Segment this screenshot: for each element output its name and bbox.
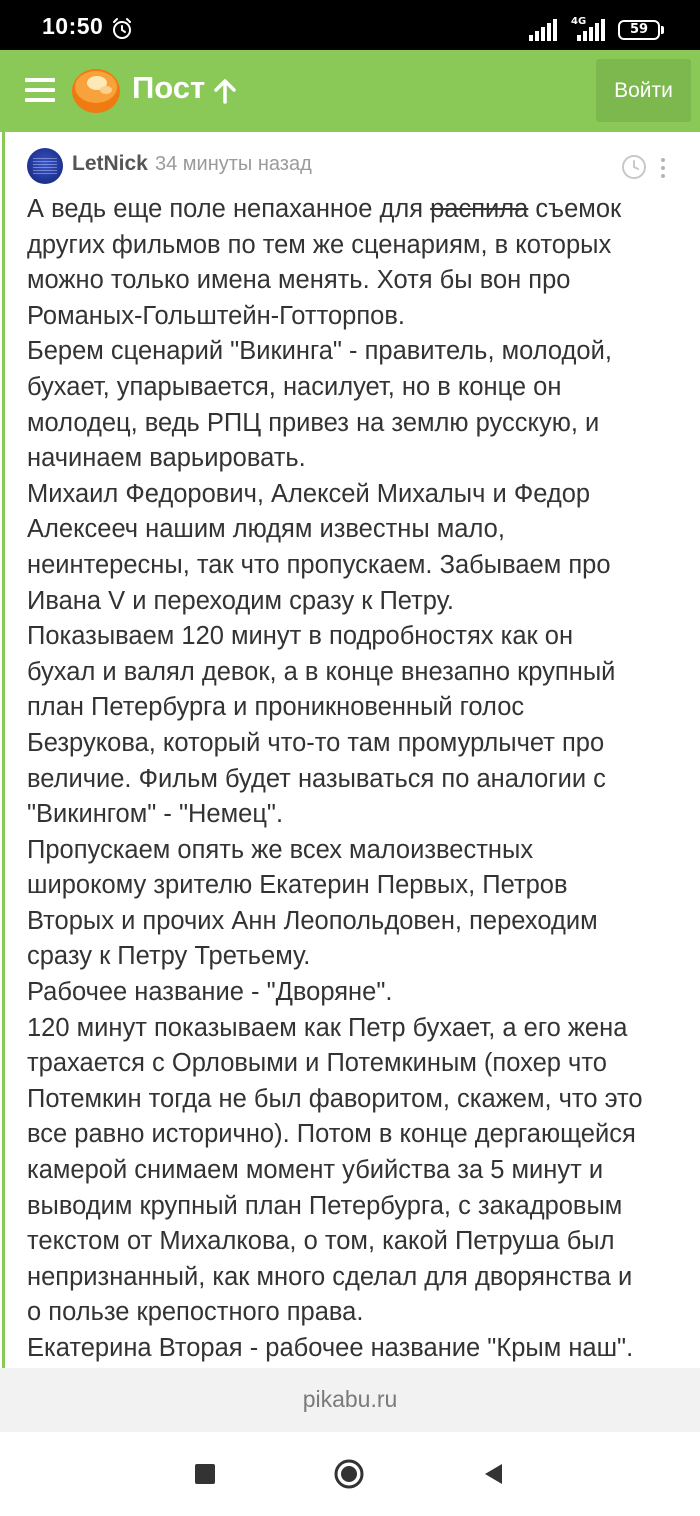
comment-line-text: сразу к Петру Третьему. <box>27 942 311 971</box>
signal-icon <box>528 19 558 41</box>
comment-line <box>27 1331 687 1367</box>
hamburger-menu-icon[interactable] <box>25 78 57 104</box>
recent-apps-icon[interactable] <box>195 1464 215 1484</box>
comment-line-text: съемок <box>528 195 622 223</box>
comment-line-text: Михаил Федорович, Алексей Михалыч и Федор <box>27 479 591 508</box>
comment-line <box>27 939 687 975</box>
comment-line <box>27 263 687 299</box>
comment-line <box>27 904 687 940</box>
comment-line-text: бухал и валял девок, а в конце внезапно крупный <box>27 657 616 686</box>
comment-line <box>27 1224 687 1260</box>
battery-level: 59 <box>629 22 649 37</box>
comment-line <box>27 975 687 1011</box>
system-nav-bar <box>0 1432 700 1516</box>
comment-line-text: план Петербурга и проникновенный голос <box>27 693 525 722</box>
comment-line-text: Берем сценарий "Викинга" - правитель, молодой, <box>27 337 612 366</box>
strikethrough-text: распила <box>430 195 529 223</box>
comment-line-text: выводим крупный план Петербурга, с закадровым <box>27 1191 623 1220</box>
url-text: pikabu.ru <box>302 1386 398 1412</box>
comment-line-text: Ивана V и переходим сразу к Петру. <box>27 586 454 615</box>
comment-line <box>27 833 687 869</box>
battery-tip <box>661 26 664 34</box>
comment-line-text: начинаем варьировать. <box>27 444 306 473</box>
comment-line-text: Алексееч нашим людям известны мало, <box>27 515 505 544</box>
comment-line-text: Пропускаем опять же всех малоизвестных <box>27 835 534 864</box>
comment-line <box>27 726 687 762</box>
avatar[interactable] <box>27 148 63 184</box>
comment-line <box>27 797 687 833</box>
comment-line-text: бухает, упарывается, насилует, но в конце он <box>27 372 562 401</box>
comment <box>0 132 700 1368</box>
comment-line <box>27 690 687 726</box>
comment-line <box>27 1011 687 1047</box>
alarm-icon <box>110 17 134 41</box>
comment-line <box>27 548 687 584</box>
home-icon[interactable] <box>333 1458 365 1490</box>
comment-line <box>27 334 687 370</box>
comment-line-text: Показываем 120 минут в подробностях как он <box>27 622 574 651</box>
comment-line-text: Екатерина Вторая - рабочее название "Крым наш". <box>27 1334 634 1362</box>
comment-line <box>27 477 687 513</box>
page-title: Пост <box>132 70 206 105</box>
comment-line-text: молодец, ведь РПЦ привез на землю русскую, и <box>27 408 600 437</box>
comment-line-text: Вторых и прочих Анн Леопольдовен, переходим <box>27 906 598 935</box>
clock-icon[interactable] <box>621 154 647 180</box>
login-button[interactable]: Войти <box>596 59 691 122</box>
comment-line <box>27 1260 687 1296</box>
comment-line-text: можно только имена менять. Хотя бы вон про <box>27 266 571 295</box>
comment-line-text: текстом от Михалкова, о том, какой Петруша был <box>27 1227 615 1256</box>
comment-line <box>27 619 687 655</box>
comment-text <box>27 192 687 1367</box>
comment-line-text: Рабочее название - "Дворяне". <box>27 978 393 1007</box>
comment-line <box>27 1117 687 1153</box>
comment-author[interactable]: LetNick <box>72 152 148 175</box>
comment-line <box>27 228 687 264</box>
arrow-up-icon[interactable] <box>213 78 237 104</box>
comment-line-text: все равно исторично). Потом в конце дергающейся <box>27 1120 636 1149</box>
comment-line-text: Безрукова, который что-то там промурлычет про <box>27 728 605 757</box>
comment-line-text: 120 минут показываем как Петр бухает, а его жена <box>27 1013 628 1042</box>
comment-line-text: Романых-Гольштейн-Готторпов. <box>27 301 405 330</box>
comment-line-text: о пользе крепостного права. <box>27 1298 364 1327</box>
comment-line-text: трахается с Орловыми и Потемкиным (похер что <box>27 1049 607 1078</box>
comment-line <box>27 655 687 691</box>
comment-line <box>27 1082 687 1118</box>
battery-icon <box>618 20 660 40</box>
comment-line <box>27 192 687 228</box>
back-icon[interactable] <box>482 1462 504 1486</box>
app-header <box>0 50 700 132</box>
comment-line-text: величие. Фильм будет называться по аналогии с <box>27 764 606 793</box>
comment-line-text: других фильмов по тем же сценариям, в которых <box>27 230 612 259</box>
comment-line-text: непризнанный, как много сделал для дворянства и <box>27 1262 633 1291</box>
more-vertical-icon[interactable] <box>658 156 668 180</box>
comment-line-text: А ведь еще поле непаханное для <box>27 195 431 223</box>
comment-line-text: "Викингом" - "Немец". <box>27 800 284 829</box>
status-bar <box>0 0 700 50</box>
comment-line-text: широкому зрителю Екатерин Первых, Петров <box>27 871 568 900</box>
comment-line <box>27 868 687 904</box>
comment-line-text: неинтересны, так что пропускаем. Забываем про <box>27 550 611 579</box>
comment-line <box>27 584 687 620</box>
comment-line <box>27 762 687 798</box>
network-type: 4G <box>571 16 587 27</box>
comment-line-text: Потемкин тогда не был фаворитом, скажем, что это <box>27 1084 643 1113</box>
comment-time[interactable]: 34 минуты назад <box>155 153 312 175</box>
comment-line <box>27 512 687 548</box>
comment-line <box>27 406 687 442</box>
comment-line <box>27 1189 687 1225</box>
comment-branch-line[interactable] <box>2 132 5 1368</box>
browser-url-bar[interactable] <box>0 1368 700 1432</box>
signal-icon-secondary <box>576 19 606 41</box>
comment-line <box>27 1295 687 1331</box>
pikabu-logo-icon[interactable] <box>70 64 122 116</box>
status-time: 10:50 <box>42 13 104 39</box>
comment-line <box>27 370 687 406</box>
comment-line <box>27 1153 687 1189</box>
comment-line <box>27 441 687 477</box>
comment-line-text: камерой снимаем момент убийства за 5 минут и <box>27 1156 604 1185</box>
comment-line <box>27 299 687 335</box>
comment-line <box>27 1046 687 1082</box>
